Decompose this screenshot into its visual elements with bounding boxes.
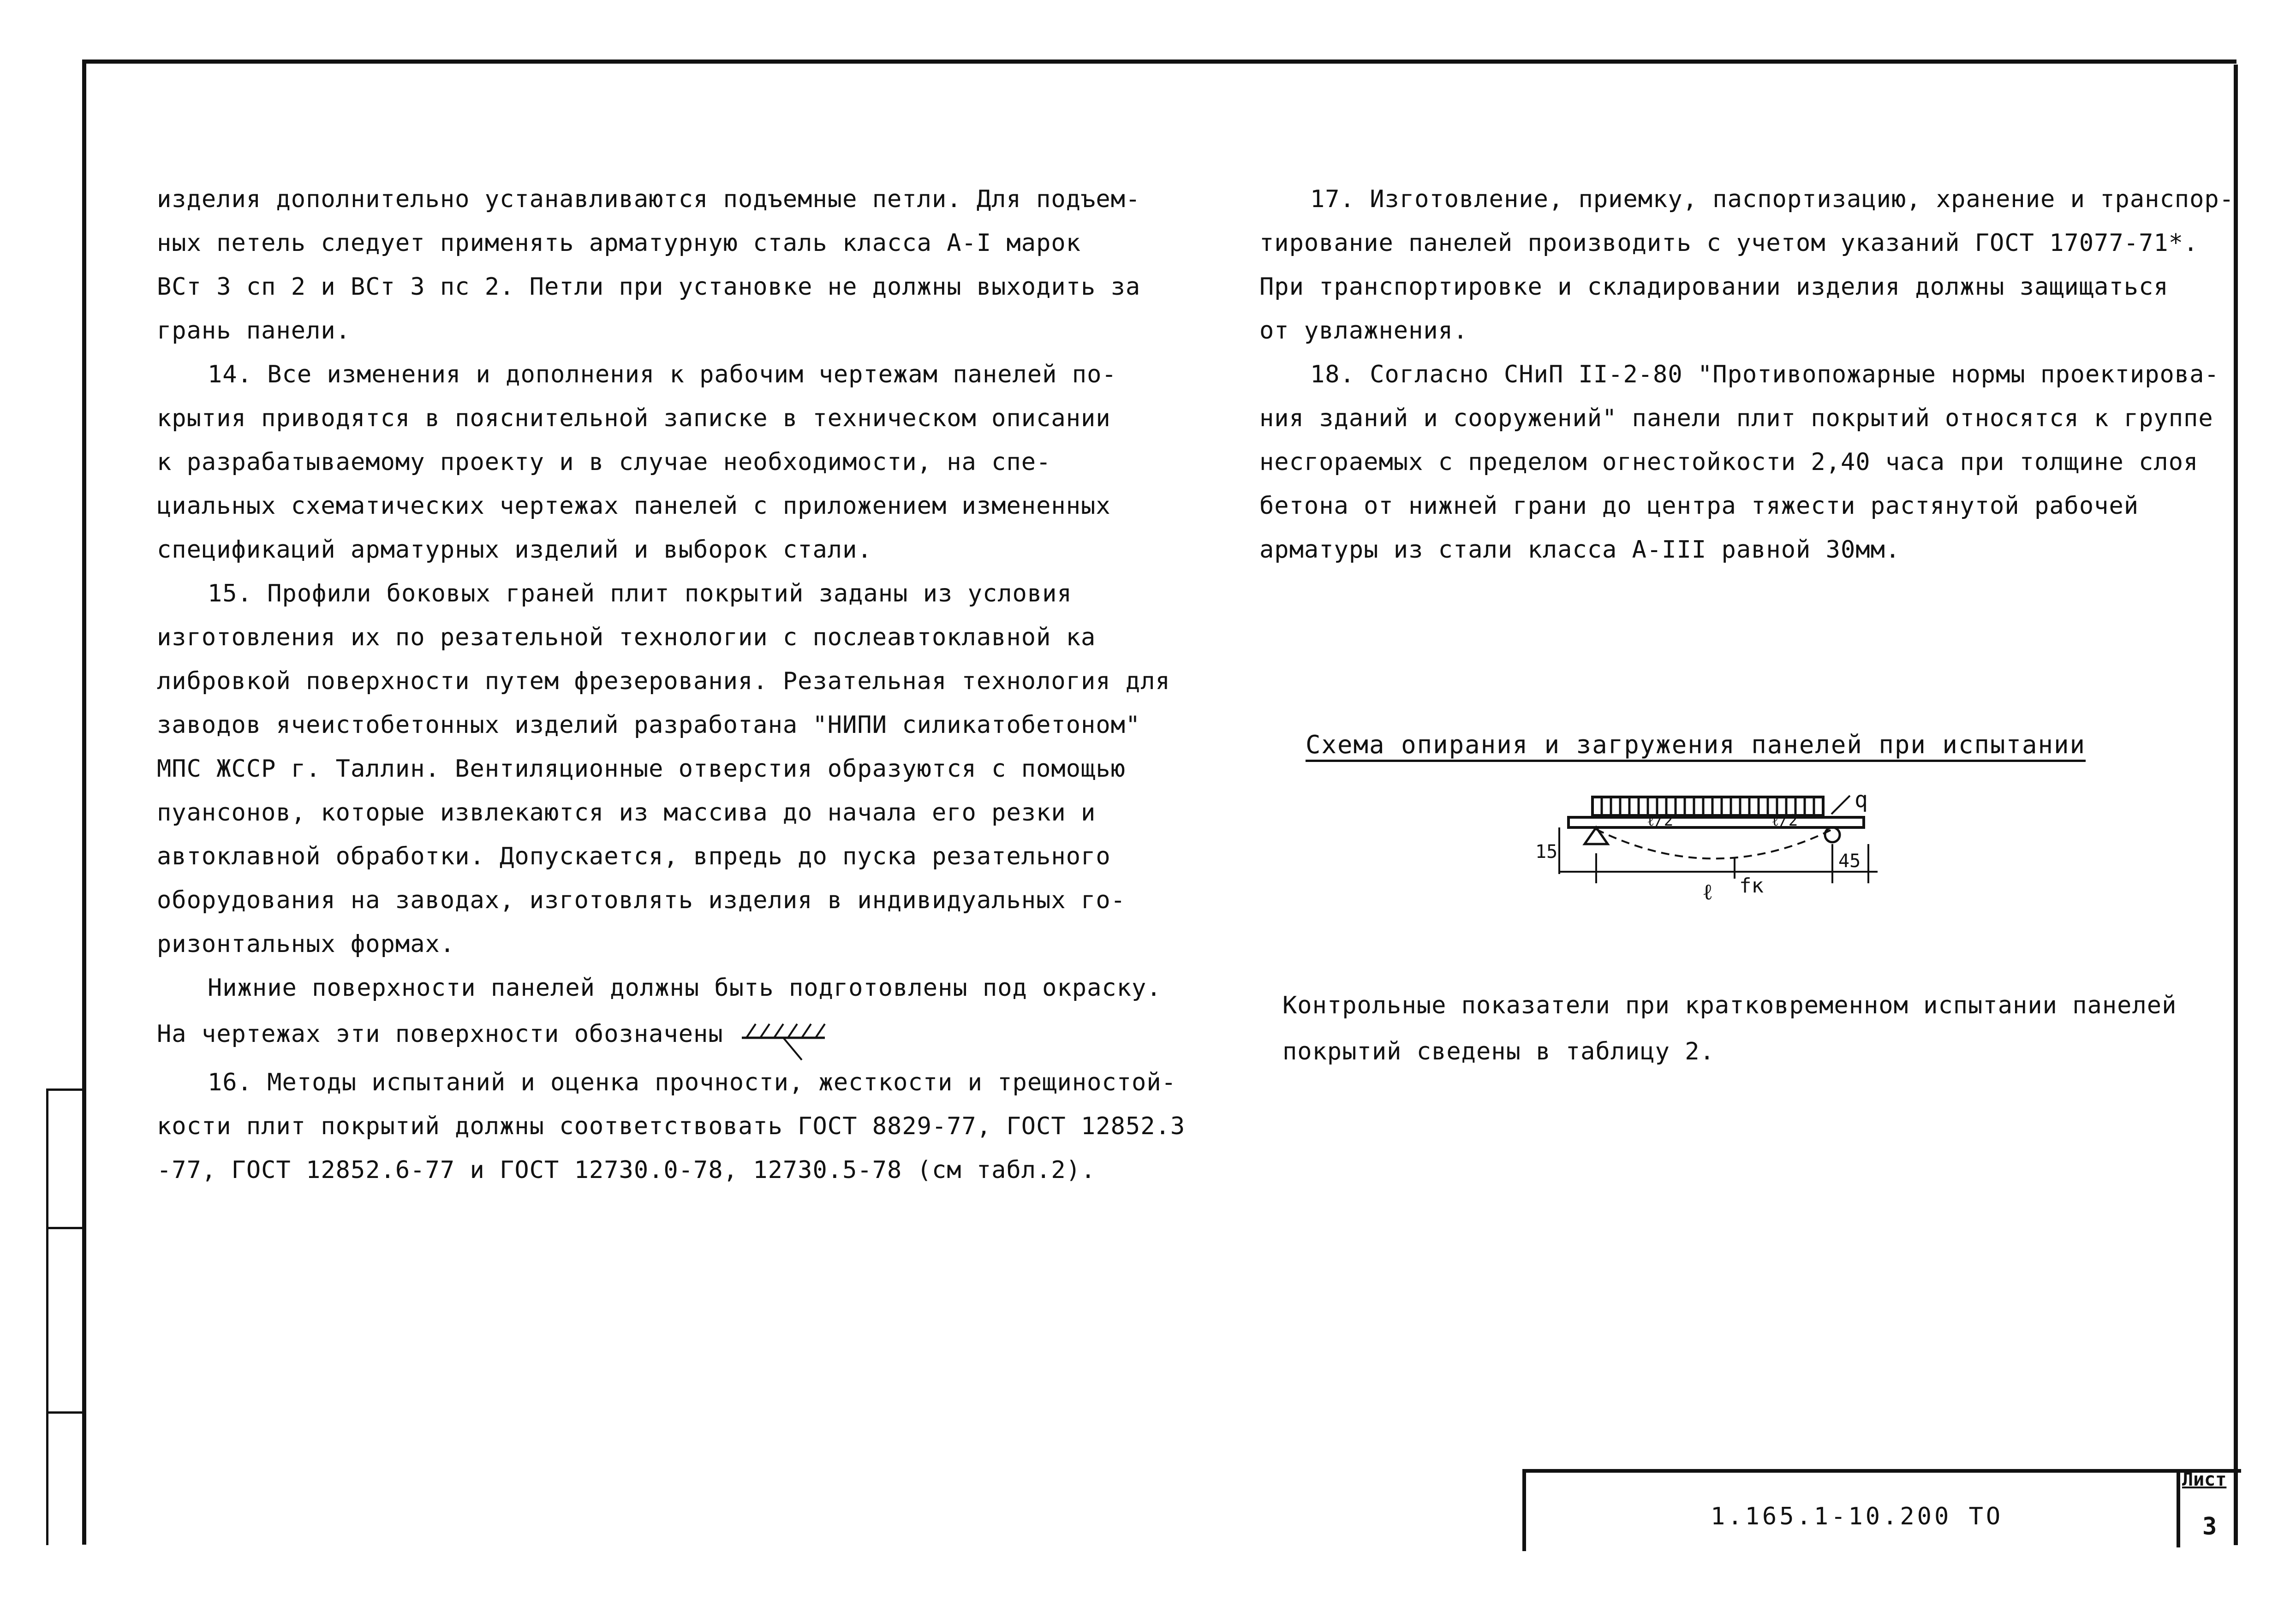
text-line: грань панели. xyxy=(157,317,351,345)
text-line: изготовления их по резательной технологии с послеавтоклавной ка xyxy=(157,624,1096,651)
item-15-line: 15. Профили боковых граней плит покрытий заданы из условия xyxy=(208,580,1072,607)
text-line: оборудования на заводах, изготовлять изделия в индивидуальных го- xyxy=(157,886,1126,914)
item-14-line: 14. Все изменения и дополнения к рабочим чертежам панелей по- xyxy=(208,361,1117,388)
frame-top-border xyxy=(82,59,2236,64)
text-line: ных петель следует применять арматурную сталь класса А-I марок xyxy=(157,229,1081,257)
binding-strip-divider xyxy=(46,1411,84,1414)
note-line: покрытий сведены в таблицу 2. xyxy=(1282,1038,1715,1065)
text-line: циальных схематических чертежах панелей с приложением измененных xyxy=(157,492,1111,520)
text-line xyxy=(157,1010,1149,1061)
text-line: от увлажнения. xyxy=(1259,317,1468,345)
dim-label-45: 45 xyxy=(1838,851,1861,872)
text-line: крытия приводятся в пояснительной записке в техническом описании xyxy=(157,404,1111,432)
item-17-line: 17. Изготовление, приемку, паспортизацию, хранение и транспор- xyxy=(1310,185,2235,213)
text-line: спецификаций арматурных изделий и выборок стали. xyxy=(157,536,872,564)
sheet-label: Лист xyxy=(2182,1469,2227,1490)
span-label: ℓ xyxy=(1702,879,1713,905)
surface-hatch-symbol xyxy=(737,1010,829,1061)
text-line: к разрабатываемому проекту и в случае необходимости, на спе- xyxy=(157,448,1051,476)
item-18-line: 18. Согласно СНиП II-2-80 "Противопожарные нормы проектирова- xyxy=(1310,361,2219,388)
deflection-label: fк xyxy=(1739,874,1764,898)
load-arrow xyxy=(1831,796,1850,814)
load-label-q: q xyxy=(1855,789,1868,813)
text-line: ния зданий и сооружений" панели плит покрытий относятся к группе xyxy=(1259,404,2213,432)
loading-scheme-diagram xyxy=(1532,789,1938,922)
text-line: При транспортировке и складировании изделия должны защищаться xyxy=(1259,273,2169,301)
text-line: арматуры из стали класса А-III равной 30мм. xyxy=(1259,536,1901,564)
binding-strip-divider xyxy=(46,1227,84,1229)
binding-strip-line xyxy=(46,1089,48,1545)
half-span-label: ℓ/2 xyxy=(1771,811,1798,830)
panel-beam xyxy=(1568,817,1864,827)
item-16-line: 16. Методы испытаний и оценка прочности, жесткости и трещиностой- xyxy=(208,1069,1176,1096)
text-line: ВСт 3 сп 2 и ВСт 3 пс 2. Петли при установке не должны выходить за xyxy=(157,273,1141,301)
text-line: кости плит покрытий должны соответствовать ГОСТ 8829-77, ГОСТ 12852.3 xyxy=(157,1112,1186,1140)
text-line: -77, ГОСТ 12852.6-77 и ГОСТ 12730.0-78, 12730.5-78 (см табл.2). xyxy=(157,1156,1096,1184)
control-indicators-note xyxy=(1282,982,2177,1075)
note-line: Контрольные показатели при кратковременном испытании панелей xyxy=(1282,992,2177,1019)
text-line: изделия дополнительно устанавливаются подъемные петли. Для подъем- xyxy=(157,185,1141,213)
right-support-roller xyxy=(1825,827,1840,842)
sheet-cell xyxy=(2177,1469,2240,1547)
left-text-column xyxy=(157,178,1186,1192)
title-block xyxy=(1522,1469,2241,1551)
binding-strip xyxy=(46,1089,84,1545)
text-line: бетона от нижней грани до центра тяжести растянутой рабочей xyxy=(1259,492,2139,520)
right-text-column xyxy=(1259,178,2235,572)
text-span: На чертежах эти поверхности обозначены xyxy=(157,1020,723,1048)
scheme-title: Схема опирания и загружения панелей при испытании xyxy=(1306,730,2086,759)
text-line: либровкой поверхности путем фрезерования. Резательная технология для xyxy=(157,667,1170,695)
frame-right-border xyxy=(2234,65,2238,1545)
text-line: тирование панелей производить с учетом указаний ГОСТ 17077-71*. xyxy=(1259,229,2199,257)
text-line: МПС ЖССР г. Таллин. Вентиляционные отверстия образуются с помощью xyxy=(157,755,1126,783)
document-code: 1.165.1-10.200 ТО xyxy=(1711,1503,2004,1530)
text-line: автоклавной обработки. Допускается, впредь до пуска резательного xyxy=(157,843,1111,870)
half-span-label: ℓ/2 xyxy=(1647,811,1674,830)
deflection-curve xyxy=(1596,829,1832,859)
sheet-number: 3 xyxy=(2202,1513,2217,1541)
text-line: ризонтальных формах. xyxy=(157,930,455,958)
text-line: Нижние поверхности панелей должны быть подготовлены под окраску. xyxy=(208,974,1162,1002)
text-line: заводов ячеистобетонных изделий разработана "НИПИ силикатобетоном" xyxy=(157,711,1141,739)
dim-label-15: 15 xyxy=(1535,841,1558,863)
binding-strip-divider xyxy=(46,1089,84,1091)
text-line: несгораемых с пределом огнестойкости 2,40 часа при толщине слоя xyxy=(1259,448,2199,476)
text-line: пуансонов, которые извлекаются из массива до начала его резки и xyxy=(157,799,1096,827)
